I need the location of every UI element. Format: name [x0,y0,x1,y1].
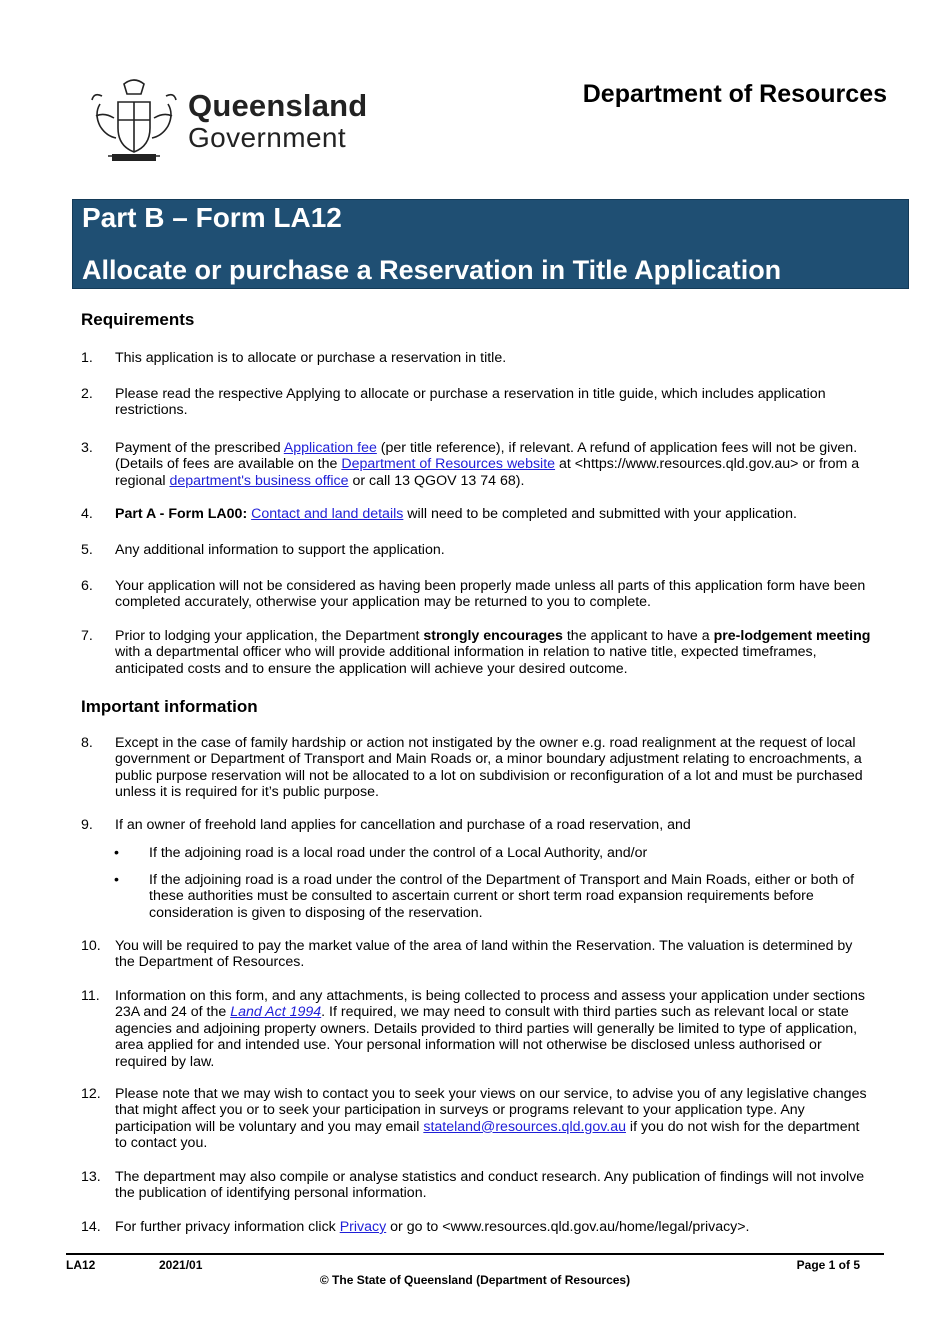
item-number: 10. [81,938,101,954]
item-number: 2. [81,386,93,402]
item-text: Your application will not be considered as having been properly made unless all parts of this application form have been completed accurately, otherwise your application may be returned to you to complete. [115,578,866,611]
info-item [81,1219,871,1235]
item-number: 6. [81,578,93,594]
info-item [81,938,871,971]
title-banner [72,199,909,289]
footer-version: 2021/01 [159,1258,203,1272]
info-item [81,1086,871,1152]
item-number: 13. [81,1169,101,1185]
email-link[interactable]: stateland@resources.qld.gov.au [423,1118,626,1135]
requirement-item [81,440,871,489]
item-text: Please note that we may wish to contact you to seek your views on our service, to advise you of any legislative changes that might affect you or to seek your participation in surveys or programs relevant to your application type. Any participation will be voluntary and you may email stateland@resources.qld.gov.au if you do not wish for the department to contact you. [115,1086,867,1152]
privacy-link[interactable]: Privacy [339,1219,387,1235]
item-text: Any additional information to support the application. [115,542,445,558]
requirement-item [81,506,871,522]
item-text: Payment of the prescribed Application fee (per title reference), if relevant. A refund of application fees will not be given. (Details of fees are available on the Department of Resources website at <https://www.resources.qld.gov.au> or from a regional department's business office or call 13 QGOV 13 74 68). [115,440,860,489]
gov-line2: Government [188,122,347,153]
item-text: You will be required to pay the market value of the area of land within the Reservation. The valuation is determined by the Department of Resources. [115,938,853,971]
department-website-link[interactable]: Department of Resources website [341,456,556,473]
gov-line1: Queensland [188,88,368,123]
queensland-government-logo [88,76,368,164]
info-item [81,988,871,1070]
item-text: Except in the case of family hardship or action not instigated by the owner e.g. road realignment at the request of local government or Department of Transport and Main Roads or, a minor boundary adjustment relating to encroachments, a public purpose reservation will not be allocated to a lot on subdivision or reconfiguration of a lot and must be purchased unless it is required for it’s public purpose. [115,735,863,801]
info-item [81,1169,871,1202]
item-number: 1. [81,350,93,366]
footer-copyright: © The State of Queensland (Department of Resources) [319,1273,631,1287]
business-office-link[interactable]: department's business office [169,472,349,489]
item-text: Prior to lodging your application, the Department strongly encourages the applicant to have a pre-lodgement meeting with a departmental officer who will provide additional information in relation to native title, expected timeframes, anticipated costs and to ensure the application will achieve your desired outcome. [115,628,871,677]
requirements-heading: Requirements [81,310,195,329]
info-item [81,817,871,833]
info-item [81,735,871,801]
requirement-item [81,542,871,558]
land-act-link[interactable]: Land Act 1994 [230,1004,322,1021]
item-text: If an owner of freehold land applies for cancellation and purchase of a road reservation, and [115,817,691,833]
item-text: Information on this form, and any attachments, is being collected to process and assess your application under sections 23A and 24 of the Land Act 1994. If required, we may need to consult with third parties such as relevant local or state agencies and adjoining property owners. Details provided to third parties will generally be limited to type of application, area applied for and intended use. Your personal information will not otherwise be disclosed unless authorised or required by law. [115,988,865,1070]
footer-divider [66,1253,884,1255]
item-text: For further privacy information click Privacy or go to <www.resources.qld.gov.au/home/legal/privacy>. [115,1219,750,1235]
item-number: 4. [81,506,93,522]
bullet-item [114,872,871,921]
bullet-text: If the adjoining road is a local road under the control of a Local Authority, and/or [149,845,648,861]
bullet-text: If the adjoining road is a road under the control of the Department of Transport and Main Roads, either or both of these authorities must be consulted to ascertain current or short term road expansion requirements before consideration is given to disposing of the reservation. [149,872,855,921]
item-number: 11. [81,988,100,1004]
bullet-icon: • [114,845,119,861]
form-part-title: Part B – Form LA12 [82,202,342,233]
contact-land-details-link[interactable]: Contact and land details [251,506,404,522]
footer-form-code: LA12 [66,1258,96,1272]
requirement-item [81,628,871,677]
form-title: Allocate or purchase a Reservation in Title Application [82,255,782,285]
item-number: 9. [81,817,93,833]
coat-of-arms-icon [88,76,180,164]
bullet-icon: • [114,872,119,888]
item-number: 5. [81,542,93,558]
footer-page-number: Page 1 of 5 [796,1258,860,1272]
government-name [188,90,367,152]
item-text: Part A - Form LA00: Contact and land details will need to be completed and submitted with your application. [115,506,797,522]
department-name: Department of Resources [582,80,887,108]
item-text: The department may also compile or analyse statistics and conduct research. Any publication of findings will not involve the publication of identifying personal information. [115,1169,865,1202]
item-text: Please read the respective Applying to allocate or purchase a reservation in title guide, which includes application restrictions. [115,386,826,419]
item-number: 7. [81,628,93,644]
bullet-item [114,845,871,861]
item-number: 8. [81,735,93,751]
important-info-heading: Important information [81,697,258,716]
item-number: 14. [81,1219,101,1235]
requirement-item [81,578,871,611]
item-number: 3. [81,440,93,456]
application-fee-link[interactable]: Application fee [283,440,377,456]
item-number: 12. [81,1086,101,1102]
requirement-item [81,386,871,419]
item-text: This application is to allocate or purchase a reservation in title. [115,350,507,366]
requirement-item [81,350,871,366]
